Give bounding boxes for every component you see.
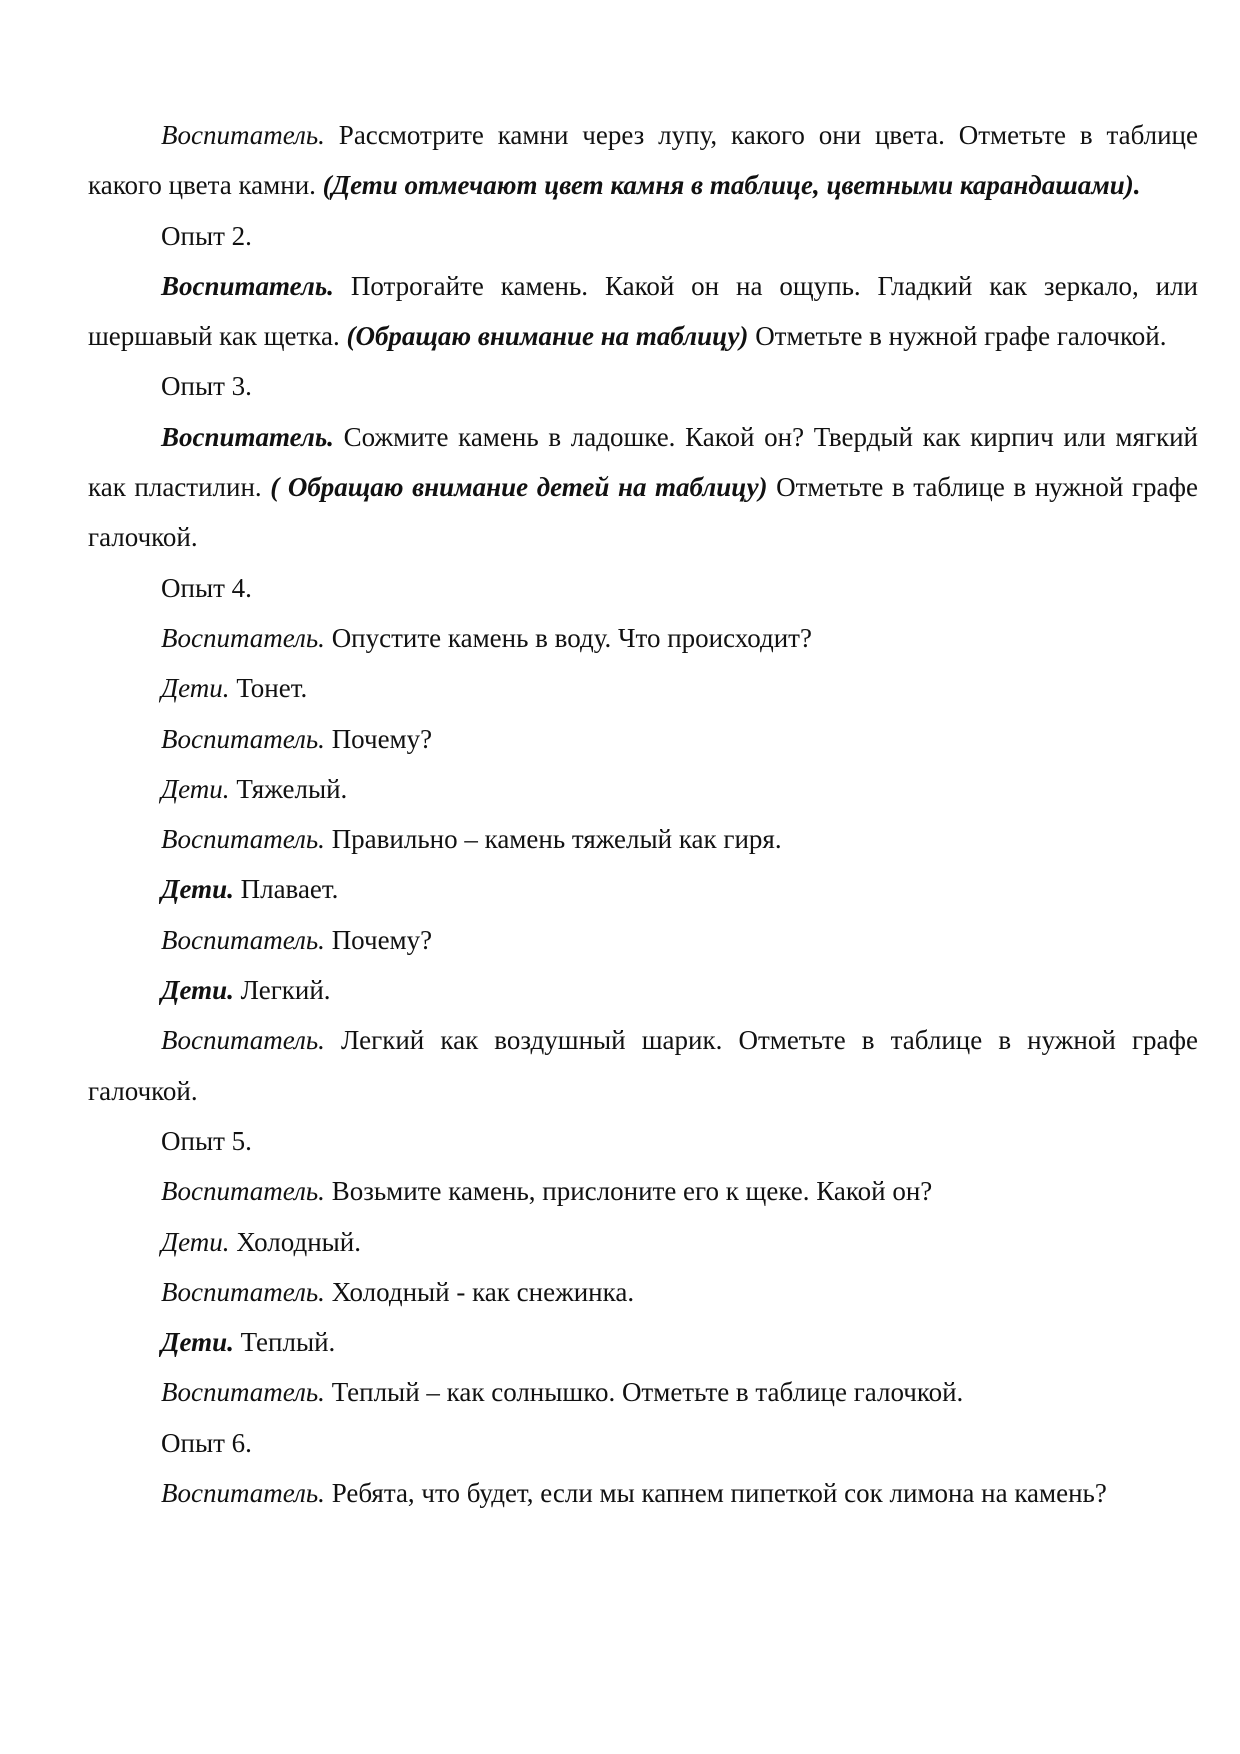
line-text: Ребята, что будет, если мы капнем пипеткой сок лимона на камень? [324, 1478, 1107, 1509]
speaker-label: Воспитатель. [161, 120, 325, 150]
experiment-heading [88, 1418, 1198, 1468]
experiment-heading [88, 1116, 1198, 1166]
dialogue-line [88, 1367, 1198, 1417]
paragraph-text: Сожмите камень в ладошке. Какой он? Твердый как кирпич или мягкий как пластилин. [88, 421, 1198, 503]
speaker-label: Дети. [161, 673, 230, 704]
paragraph [88, 261, 1198, 362]
dialogue-line [88, 613, 1198, 663]
dialogue-line [88, 1015, 1198, 1116]
stage-note: (Обращаю внимание на таблицу) [346, 321, 749, 352]
dialogue-line [88, 714, 1198, 764]
dialogue-line [88, 764, 1198, 814]
speaker-label: Воспитатель. [161, 723, 325, 754]
line-text: Легкий. [233, 975, 331, 1006]
speaker-label: Воспитатель. [161, 622, 325, 653]
line-text: Правильно – камень тяжелый как гиря. [324, 824, 782, 855]
speaker-label: Воспитатель. [161, 1478, 325, 1509]
paragraph [88, 110, 1198, 211]
dialogue-line [88, 1468, 1198, 1518]
dialogue-line [88, 965, 1198, 1015]
line-text: Опустите камень в воду. Что происходит? [324, 622, 812, 653]
dialogue-line [88, 663, 1198, 713]
speaker-label: Дети. [161, 1226, 230, 1257]
dialogue-line [88, 1217, 1198, 1267]
line-text: Холодный - как снежинка. [324, 1276, 635, 1307]
line-text: Теплый. [233, 1327, 336, 1358]
dialogue-line [88, 814, 1198, 864]
speaker-label: Воспитатель. [161, 421, 334, 452]
speaker-label: Воспитатель. [161, 1176, 325, 1207]
speaker-label: Дети. [161, 874, 234, 905]
experiment-heading [88, 211, 1198, 261]
speaker-label: Воспитатель. [161, 1377, 325, 1408]
dialogue-line [88, 1267, 1198, 1317]
line-text: Почему? [324, 723, 433, 754]
experiment-heading [88, 563, 1198, 613]
dialogue-line [88, 1317, 1198, 1367]
line-text: Теплый – как солнышко. Отметьте в таблице галочкой. [324, 1377, 964, 1408]
document-page [88, 110, 1198, 1518]
heading-text: Опыт 2. [161, 220, 252, 251]
paragraph [88, 412, 1198, 563]
dialogue-line [88, 864, 1198, 914]
speaker-label: Воспитатель. [161, 1025, 325, 1056]
speaker-label: Воспитатель. [161, 924, 325, 955]
speaker-label: Дети. [161, 975, 234, 1006]
dialogue-line [88, 915, 1198, 965]
speaker-label: Воспитатель. [161, 1276, 325, 1307]
paragraph-text: Рассмотрите камни через лупу, какого они цвета. Отметьте в таблице какого цвета камни. [88, 120, 1198, 201]
stage-note-end: . [1133, 170, 1141, 201]
line-text: Почему? [324, 924, 433, 955]
speaker-label: Дети. [161, 1327, 234, 1358]
dialogue-line [88, 1166, 1198, 1216]
paragraph-text: Потрогайте камень. Какой он на ощупь. Гладкий как зеркало, или шершавый как щетка. [88, 270, 1198, 352]
line-text: Тяжелый. [229, 773, 348, 804]
heading-text: Опыт 4. [161, 572, 252, 603]
speaker-label: Воспитатель. [161, 824, 325, 855]
line-text: Плавает. [233, 874, 339, 905]
speaker-label: Воспитатель. [161, 270, 334, 301]
line-text: Холодный. [229, 1226, 361, 1257]
heading-text: Опыт 5. [161, 1125, 252, 1156]
stage-note: (Дети отмечают цвет камня в таблице, цветными карандашами) [322, 170, 1134, 201]
heading-text: Опыт 3. [161, 371, 252, 402]
line-text: Тонет. [229, 673, 308, 704]
heading-text: Опыт 6. [161, 1427, 252, 1458]
speaker-label: Дети. [161, 773, 230, 804]
paragraph-text-after: Отметьте в таблице в нужной графе галочкой. [88, 472, 1199, 553]
line-text: Легкий как воздушный шарик. Отметьте в таблице в нужной графе галочкой. [88, 1025, 1198, 1106]
stage-note: ( Обращаю внимание детей на таблицу) [270, 472, 768, 503]
experiment-heading [88, 361, 1198, 411]
paragraph-text-after: Отметьте в нужной графе галочкой. [748, 321, 1167, 352]
line-text: Возьмите камень, прислоните его к щеке. Какой он? [324, 1176, 933, 1207]
